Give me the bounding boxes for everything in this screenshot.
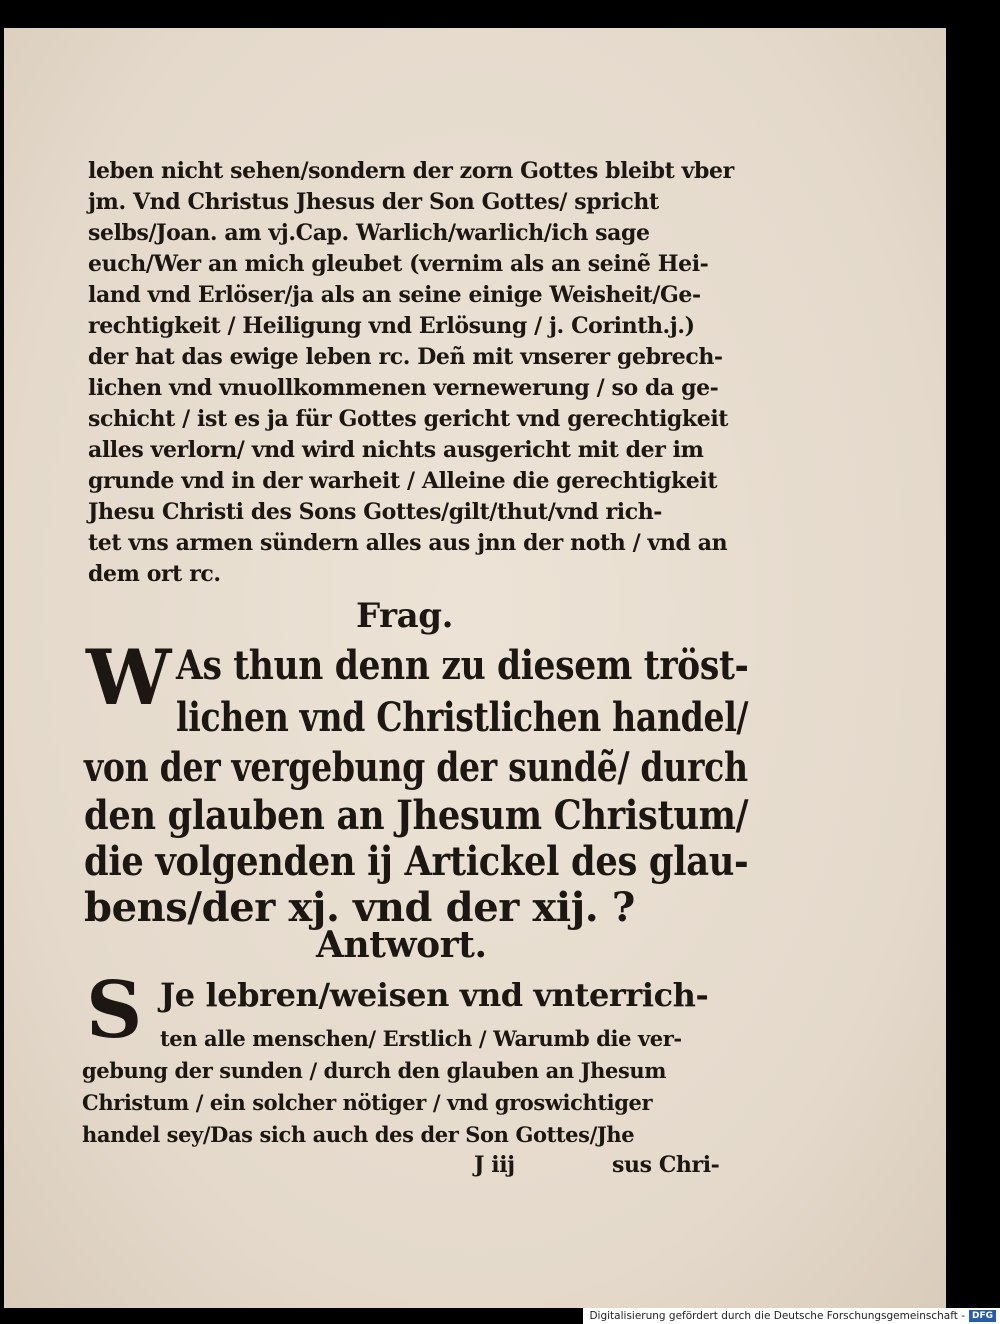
text-line: Jhesu Christi des Sons Gottes/gilt/thut/vnd rich- [88,499,663,525]
page-text [4,28,946,1308]
answer-heading: Antwort. [316,924,487,966]
catchword: sus Chri- [612,1152,720,1178]
initial-letter-w: W [86,633,172,722]
text-line: alles verlorn/ vnd wird nichts ausgericht mit der im [88,437,704,463]
text-line: lichen vnd Christlichen handel/ [176,694,749,741]
text-line: euch/Wer an mich gleubet (vernim als an seinẽ Hei- [88,251,709,277]
text-line: land vnd Erlöser/ja als an seine einige Weisheit/Ge- [88,282,701,308]
text-line: dem ort rc. [88,561,221,587]
text-line: der hat das ewige leben rc. Deñ mit vnserer gebrech- [88,344,723,370]
signature-mark: J iij [474,1152,515,1178]
text-line: leben nicht sehen/sondern der zorn Gottes bleibt vber [88,158,734,184]
text-line: tet vns armen sündern alles aus jnn der noth / vnd an [88,530,728,556]
text-line: rechtigkeit / Heiligung vnd Erlösung / j. Corinth.j.) [88,313,695,339]
text-line: die volgenden ij Artickel des glau- [84,838,749,885]
text-line: selbs/Joan. am vj.Cap. Warlich/warlich/ich sage [88,220,650,246]
footer-credit-bar [583,1308,1000,1324]
text-line: bens/der xj. vnd der xij. ? [84,884,635,931]
text-line: Je lebren/weisen vnd vnterrich- [160,976,709,1014]
text-line: grunde vnd in der warheit / Alleine die gerechtigkeit [88,468,718,494]
text-line: handel sey/Das sich auch des der Son Gottes/Jhe [82,1122,635,1147]
text-line: jm. Vnd Christus Jhesus der Son Gottes/ spricht [88,189,659,215]
text-line: As thun denn zu diesem tröst- [176,642,749,689]
text-line: von der vergebung der sundẽ/ durch [84,744,748,791]
book-page [4,28,946,1308]
question-heading: Frag. [356,596,454,636]
text-line: Christum / ein solcher nötiger / vnd groswichtiger [82,1090,653,1115]
text-line: schicht / ist es ja für Gottes gericht vnd gerechtigkeit [88,406,729,432]
dfg-logo[interactable]: DFG [969,1310,996,1322]
text-line: gebung der sunden / durch den glauben an Jhesum [82,1058,667,1083]
text-line: lichen vnd vnuollkommenen vernewerung / so da ge- [88,375,719,401]
text-line: den glauben an Jhesum Christum/ [84,792,749,839]
footer-credit-text: Digitalisierung gefördert durch die Deutsche Forschungsgemeinschaft - [589,1310,965,1322]
initial-letter-s: S [86,965,143,1056]
text-line: ten alle menschen/ Erstlich / Warumb die ver- [160,1026,682,1051]
